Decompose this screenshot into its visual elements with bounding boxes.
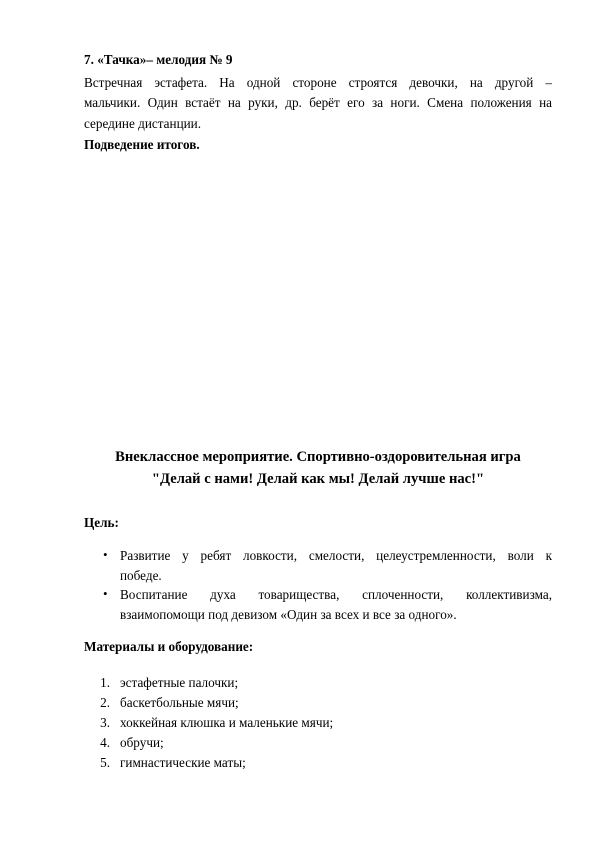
list-item-text: победе. [120,568,162,583]
bullet-icon: • [103,586,108,601]
list-item-text: гимнастические маты; [120,755,246,770]
paragraph-line: мальчики. Один встаёт на руки, др. берёт его за ноги. Смена положения на [84,95,552,110]
list-item-text: обручи; [120,735,164,750]
paragraph-line: середине дистанции. [84,116,202,131]
list-item-text: взаимопомощи под девизом «Один за всех и все за одного». [120,607,457,622]
list-number: 1. [100,675,110,690]
list-number: 5. [100,755,110,770]
paragraph-line: Встречная эстафета. На одной стороне строятся девочки, на другой – [84,75,552,90]
list-item-text: эстафетные палочки; [120,675,239,690]
materials-label: Материалы и оборудование: [84,639,254,654]
list-item-text: Развитие у ребят ловкости, смелости, целеустремленности, воли к [120,548,552,563]
event-subtitle: "Делай с нами! Делай как мы! Делай лучше нас!" [151,471,485,487]
list-number: 3. [100,715,110,730]
list-item-text: хоккейная клюшка и маленькие мячи; [120,715,334,730]
bullet-icon: • [103,547,108,562]
event-title: Внеклассное мероприятие. Спортивно-оздоровительная игра [115,449,521,465]
goal-label: Цель: [84,515,119,530]
list-number: 2. [100,695,110,710]
list-number: 4. [100,735,110,750]
list-item-text: Воспитание духа товарищества, сплоченности, коллективизма, [120,587,552,602]
list-item-text: баскетбольные мячи; [120,695,239,710]
summary-heading: Подведение итогов. [84,137,200,152]
section-title: 7. «Тачка»– мелодия № 9 [84,52,233,67]
